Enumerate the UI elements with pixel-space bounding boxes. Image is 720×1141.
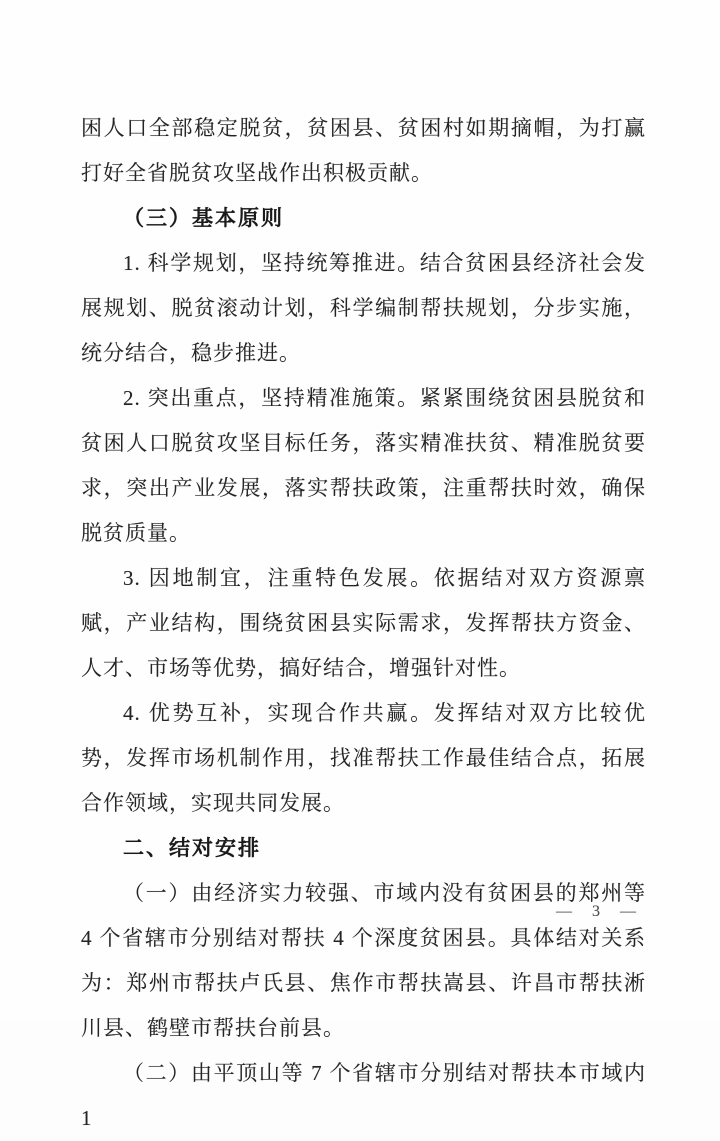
section-heading-basic-principles: （三）基本原则: [123, 206, 284, 230]
paragraph-pairing-2: （二）由平顶山等 7 个省辖市分别结对帮扶本市域内 1: [81, 1061, 646, 1130]
paragraph-principle-3: 3. 因地制宜，注重特色发展。依据结对双方资源禀赋，产业结构，围绕贫困县实际需求，发挥帮扶方资金、人才、市场等优势，搞好结合，增强针对性。: [81, 566, 646, 680]
document-body: [81, 106, 646, 1141]
paragraph-principle-1: 1. 科学规划，坚持统筹推进。结合贫困县经济社会发展规划、脱贫滚动计划，科学编制帮扶规划，分步实施，统分结合，稳步推进。: [81, 251, 646, 365]
paragraph-continuation: 困人口全部稳定脱贫，贫困县、贫困村如期摘帽，为打赢打好全省脱贫攻坚战作出积极贡献。: [81, 116, 646, 185]
paragraph-principle-4: 4. 优势互补，实现合作共赢。发挥结对双方比较优势，发挥市场机制作用，找准帮扶工作最佳结合点，拓展合作领域，实现共同发展。: [81, 701, 646, 815]
paragraph-pairing-1: （一）由经济实力较强、市域内没有贫困县的郑州等 4 个省辖市分别结对帮扶 4 个深度贫困县。具体结对关系为：郑州市帮扶卢氏县、焦作市帮扶嵩县、许昌市帮扶淅川县、鹤壁市帮扶台前县。: [81, 881, 646, 1040]
section-heading-pairing-arrangement: 二、结对安排: [123, 836, 261, 860]
page-number: — 3 —: [556, 903, 644, 920]
paragraph-principle-2: 2. 突出重点，坚持精准施策。紧紧围绕贫困县脱贫和贫困人口脱贫攻坚目标任务，落实精准扶贫、精准脱贫要求，突出产业发展，落实帮扶政策，注重帮扶时效，确保脱贫质量。: [81, 386, 646, 545]
